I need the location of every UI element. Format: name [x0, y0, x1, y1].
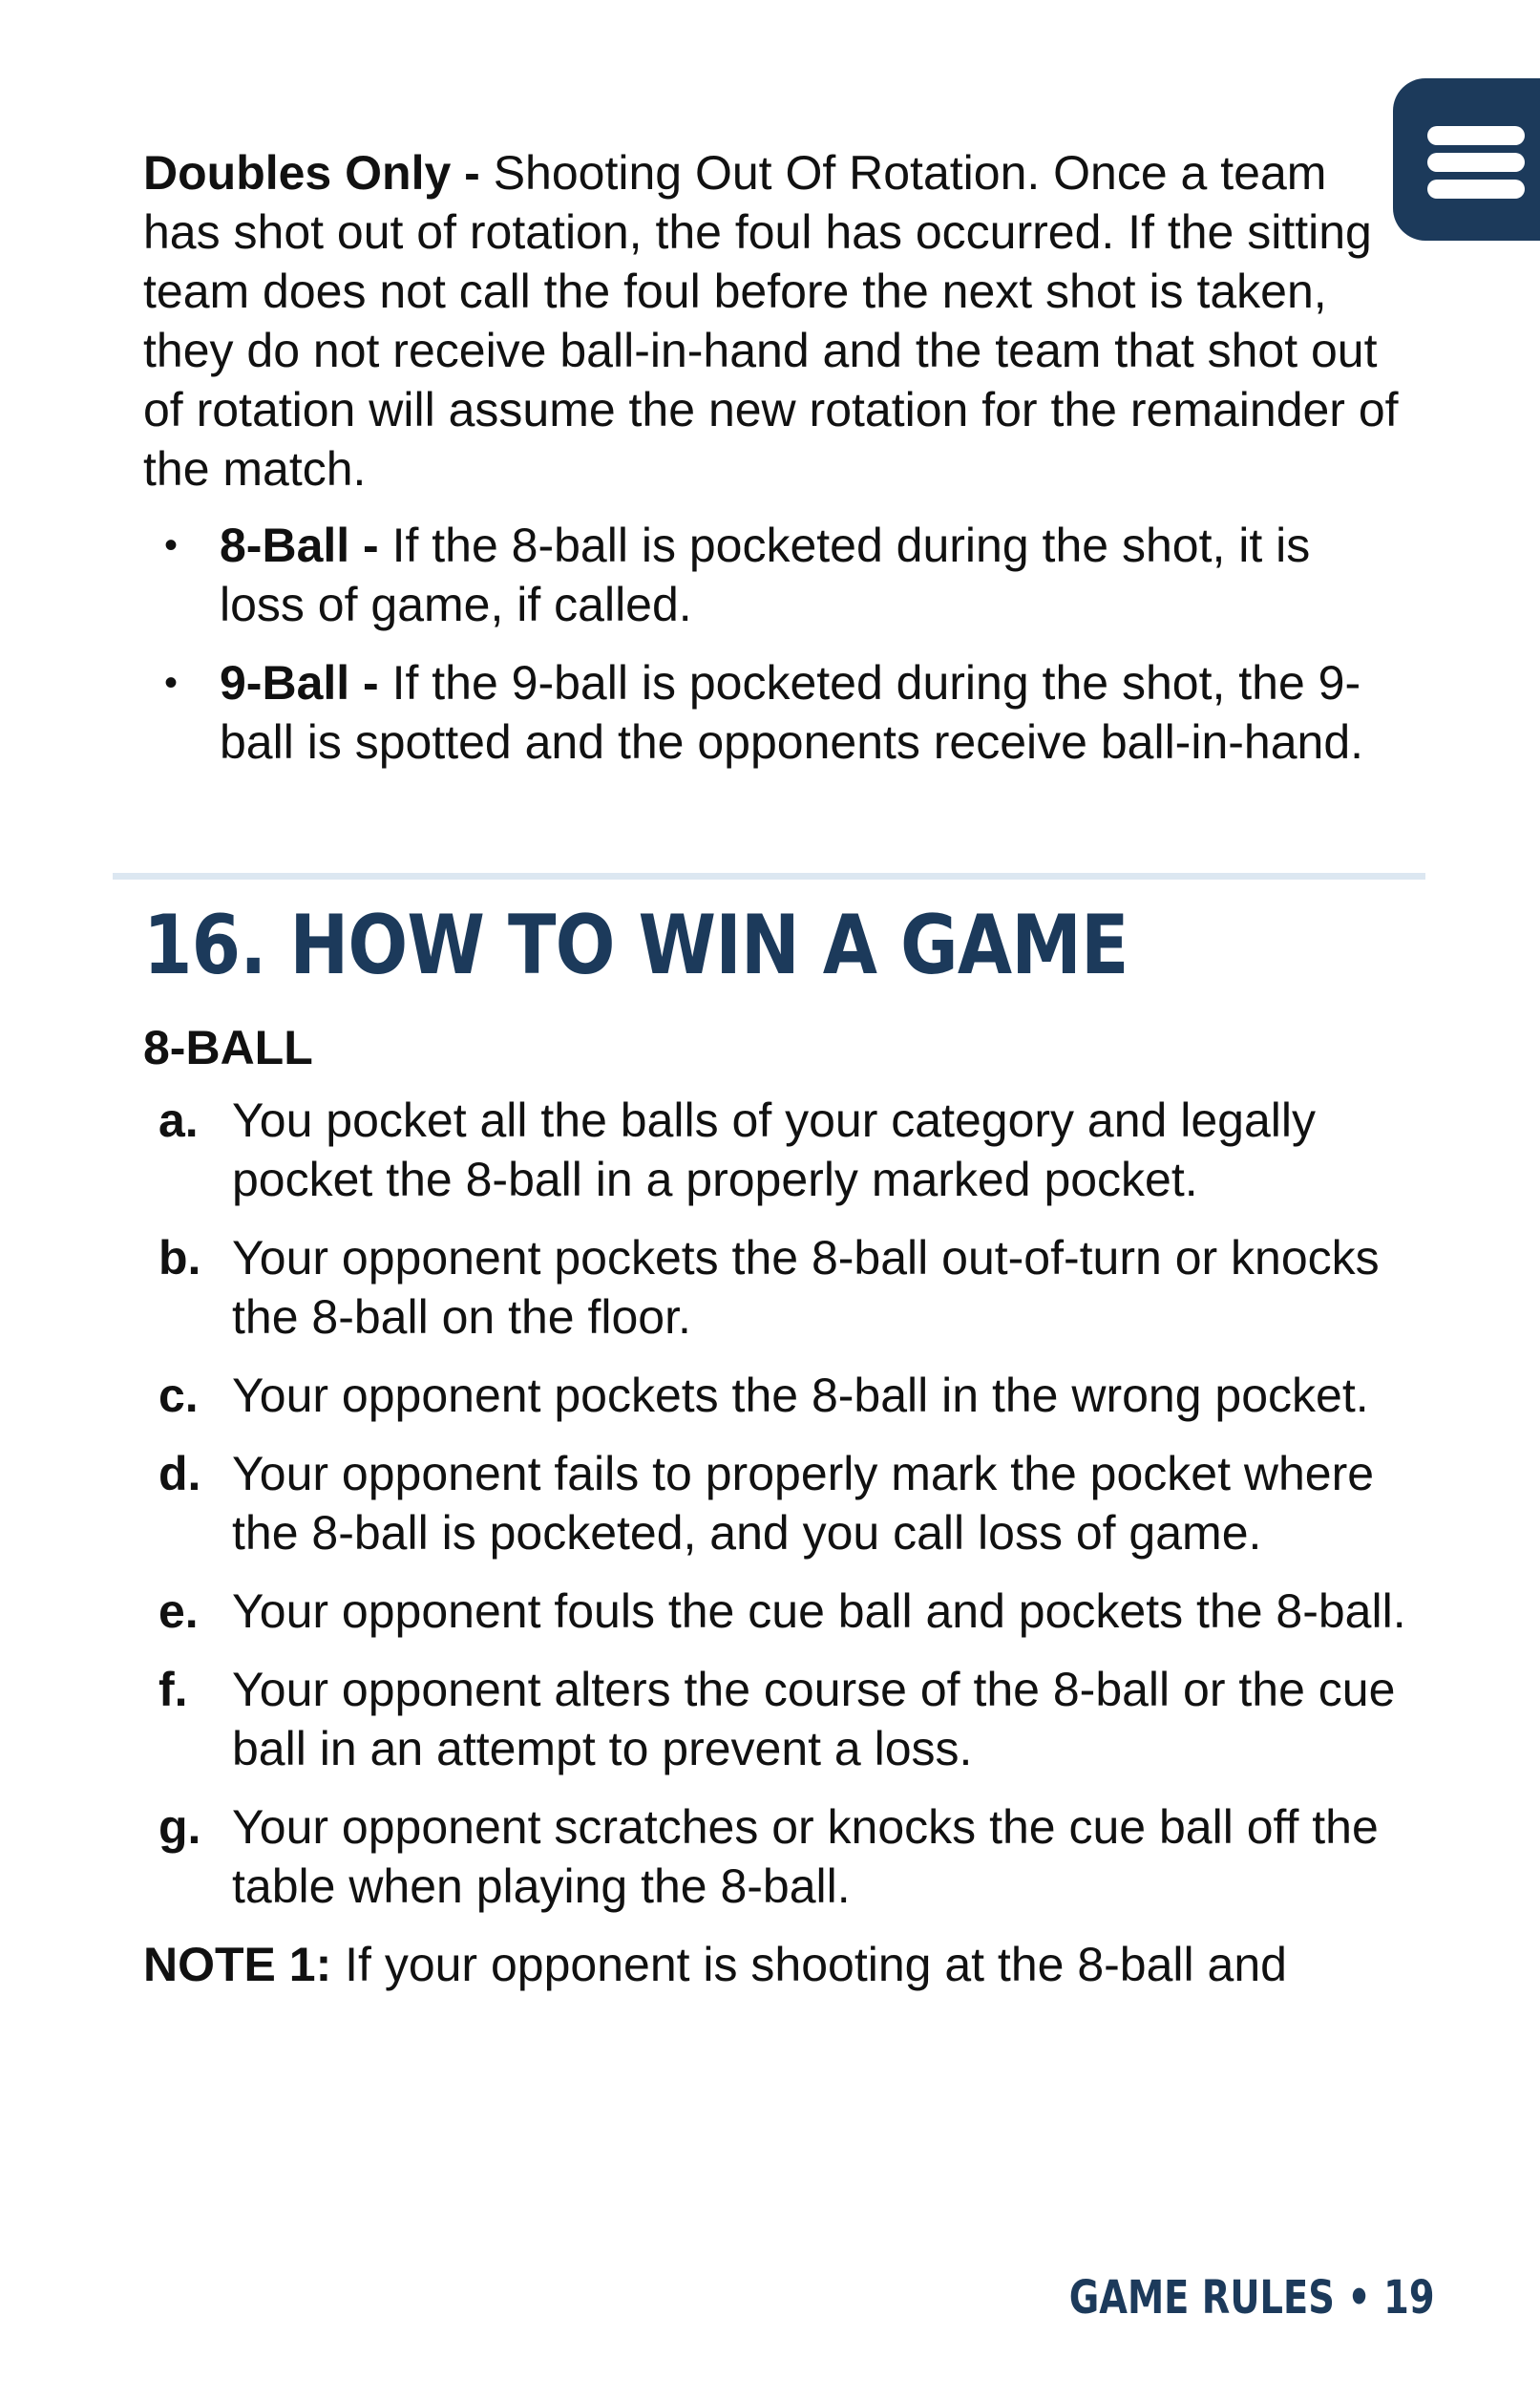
- item-text: Your opponent fails to properly mark the pocket where the 8-ball is pocketed, and you call loss of game.: [232, 1447, 1375, 1560]
- list-item: [143, 1228, 1413, 1347]
- doubles-paragraph: [143, 143, 1403, 499]
- bullet-label: 8-Ball -: [220, 519, 379, 572]
- item-letter: c.: [158, 1369, 199, 1422]
- doubles-text: Shooting Out Of Rotation. Once a team has shot out of rotation, the foul has occurred. If the sitting team does not call the foul before the next shot is taken, they do not receive ball-in-hand and the team that shot out of rotation will assume the new rotation for the remainder of the match.: [143, 146, 1399, 496]
- note-label: NOTE 1:: [143, 1938, 332, 1991]
- hamburger-menu-icon-bar: [1427, 153, 1525, 172]
- item-letter: a.: [158, 1094, 199, 1147]
- bullet-item: [143, 516, 1403, 634]
- menu-button[interactable]: [1393, 78, 1540, 241]
- bullet-text: If the 9-ball is pocketed during the shot, the 9-ball is spotted and the opponents receive ball-in-hand.: [220, 656, 1364, 769]
- item-letter: e.: [158, 1584, 199, 1638]
- list-item: [143, 1660, 1413, 1778]
- list-item: [143, 1444, 1413, 1562]
- item-letter: g.: [158, 1800, 201, 1854]
- hamburger-menu-icon: [1427, 126, 1525, 145]
- page-footer: GAME RULES • 19: [1069, 2271, 1435, 2325]
- list-item: [143, 1091, 1413, 1209]
- item-letter: b.: [158, 1231, 201, 1285]
- list-item: [143, 1582, 1413, 1641]
- doubles-bullet-list: [143, 516, 1403, 772]
- item-text: You pocket all the balls of your category and legally pocket the 8-ball in a properly marked pocket.: [232, 1094, 1316, 1206]
- note-paragraph: [143, 1935, 1413, 1994]
- note-text: If your opponent is shooting at the 8-ball and: [331, 1938, 1287, 1991]
- bullet-item: [143, 653, 1403, 772]
- list-item: [143, 1366, 1413, 1425]
- list-item: [143, 1797, 1413, 1916]
- win-conditions-list: [143, 1091, 1413, 1916]
- subheading-8-ball: 8-BALL: [143, 1021, 313, 1074]
- section-heading: 16. HOW TO WIN A GAME: [143, 898, 1129, 993]
- section-divider: [113, 873, 1425, 880]
- item-letter: d.: [158, 1447, 201, 1500]
- doubles-rules-block: [143, 143, 1403, 791]
- bullet-label: 9-Ball -: [220, 656, 379, 710]
- win-conditions-block: [143, 1018, 1413, 1994]
- bullet-icon: •: [164, 524, 179, 566]
- bullet-text: If the 8-ball is pocketed during the shot, it is loss of game, if called.: [220, 519, 1311, 631]
- item-text: Your opponent fouls the cue ball and pockets the 8-ball.: [232, 1584, 1406, 1638]
- item-text: Your opponent pockets the 8-ball out-of-turn or knocks the 8-ball on the floor.: [232, 1231, 1380, 1344]
- doubles-label: Doubles Only -: [143, 146, 480, 200]
- item-text: Your opponent scratches or knocks the cue ball off the table when playing the 8-ball.: [232, 1800, 1379, 1913]
- hamburger-menu-icon-bar: [1427, 180, 1525, 199]
- item-letter: f.: [158, 1663, 188, 1716]
- bullet-icon: •: [164, 662, 179, 704]
- item-text: Your opponent alters the course of the 8-ball or the cue ball in an attempt to prevent a loss.: [232, 1663, 1396, 1775]
- item-text: Your opponent pockets the 8-ball in the wrong pocket.: [232, 1369, 1369, 1422]
